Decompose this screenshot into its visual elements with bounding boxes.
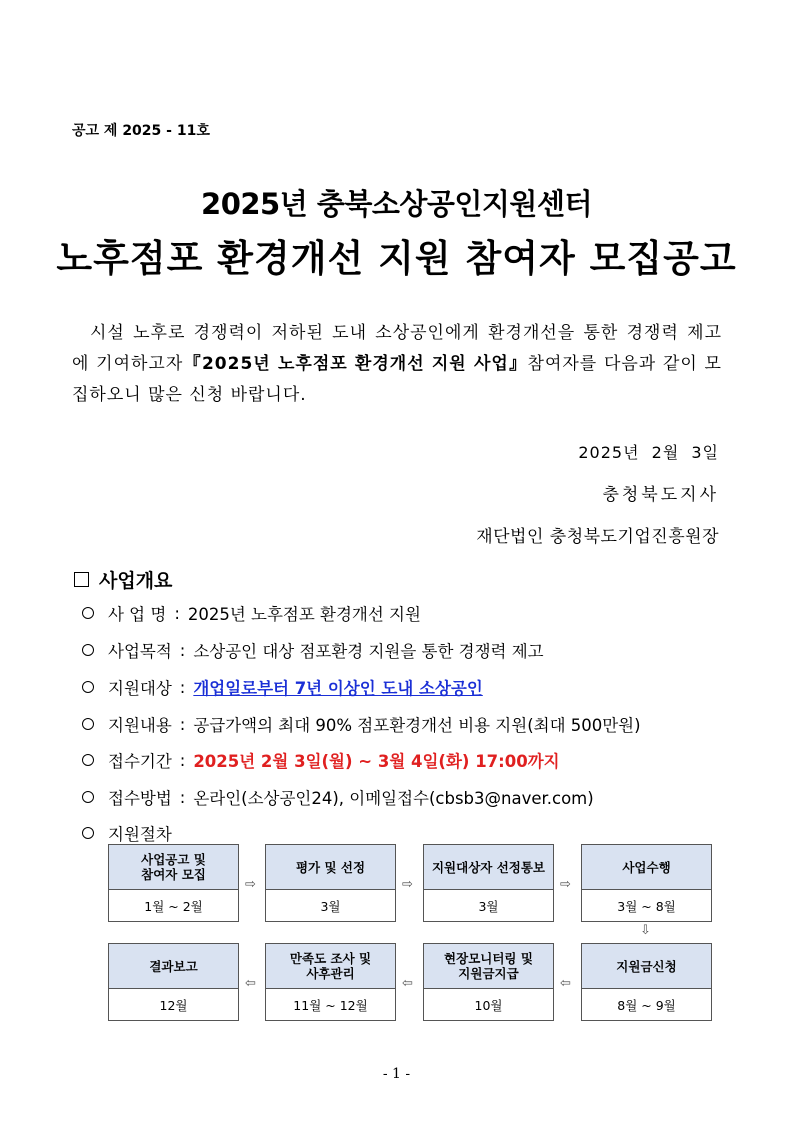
procedure-step-7 [265,943,396,1021]
step-period: 8월 ~ 9월 [617,997,676,1013]
intro-paragraph [72,318,722,411]
item-purpose: 사업목적 : 소상공인 대상 점포환경 지원을 통한 경쟁력 제고 [82,638,544,662]
item-value: 개업일로부터 7년 이상인 도내 소상공인 [193,679,483,698]
item-target: 지원대상 : 개업일로부터 7년 이상인 도내 소상공인 [82,675,483,699]
intro-project-name: 『2025년 노후점포 환경개선 지원 사업』 [183,354,528,374]
step-title: 지원금신청 [582,944,711,989]
step-title: 평가 및 선정 [266,845,395,890]
title-line-2: 노후점포 환경개선 지원 참여자 모집공고 [56,237,737,280]
circle-bullet-icon [82,718,94,730]
item-procedure [82,821,172,845]
procedure-step-2 [265,844,396,922]
item-value: 온라인(소상공인24), 이메일접수(cbsb3@naver.com) [193,789,594,808]
item-label: 지원내용 [108,716,172,735]
item-label: 접수기간 [108,752,172,771]
title-line-1: 2025년 충북소상공인지원센터 [201,187,592,221]
page-number: - 1 - [382,1066,411,1082]
procedure-step-3 [423,844,554,922]
arrow-down-icon: ⇩ [640,923,651,938]
section-heading [74,566,172,593]
procedure-step-5 [581,943,712,1021]
step-title: 사업수행 [582,845,711,890]
circle-bullet-icon [82,681,94,693]
arrow-left-icon: ⇦ [245,976,256,991]
arrow-right-icon: ⇨ [402,877,413,892]
procedure-step-8 [108,943,239,1021]
step-period: 11월 ~ 12월 [293,997,368,1013]
announcement-date: 2025년 2월 3일 [578,443,719,462]
issuer-agency: 재단법인 충청북도기업진흥원장 [476,527,719,547]
intro-text-2: 참여자를 다음과 같이 모집하오니 많은 신청 바랍니다. [72,354,722,405]
step-period: 3월 [478,898,499,914]
circle-bullet-icon [82,791,94,803]
arrow-right-icon: ⇨ [245,877,256,892]
item-application-period: 접수기간 : 2025년 2월 3일(월) ~ 3월 4일(화) 17:00까지 [82,748,560,772]
item-label: 지원대상 [108,679,172,698]
procedure-step-6 [423,943,554,1021]
item-label: 접수방법 [108,789,172,808]
procedure-step-4 [581,844,712,922]
item-value: 2025년 2월 3일(월) ~ 3월 4일(화) 17:00까지 [193,752,560,771]
step-period: 1월 ~ 2월 [144,898,203,914]
item-value: 소상공인 대상 점포환경 지원을 통한 경쟁력 제고 [193,642,544,661]
circle-bullet-icon [82,644,94,656]
step-period: 12월 [159,997,188,1013]
item-support-content: 지원내용 : 공급가액의 최대 90% 점포환경개선 비용 지원(최대 500만원) [82,712,641,736]
step-title: 현장모니터링 및 지원금지급 [424,944,553,989]
step-title: 결과보고 [109,944,238,989]
square-bullet-icon [74,572,89,587]
item-label: 지원절차 [108,825,172,844]
procedure-step-1 [108,844,239,922]
item-value: 2025년 노후점포 환경개선 지원 [187,605,421,624]
circle-bullet-icon [82,827,94,839]
step-title: 만족도 조사 및 사후관리 [266,944,395,989]
arrow-left-icon: ⇦ [402,976,413,991]
circle-bullet-icon [82,754,94,766]
step-period: 3월 [320,898,341,914]
step-title: 사업공고 및 참여자 모집 [109,845,238,890]
arrow-left-icon: ⇦ [560,976,571,991]
issuer-governor: 충청북도지사 [602,485,719,505]
item-project-name: 사 업 명 : 2025년 노후점포 환경개선 지원 [82,601,421,625]
item-application-method: 접수방법 : 온라인(소상공인24), 이메일접수(cbsb3@naver.com) [82,785,594,809]
item-value: 공급가액의 최대 90% 점포환경개선 비용 지원(최대 500만원) [193,716,641,735]
step-period: 3월 ~ 8월 [617,898,676,914]
circle-bullet-icon [82,607,94,619]
item-label: 사 업 명 [108,605,167,624]
notice-number: 공고 제 2025 - 11호 [72,123,210,139]
step-title: 지원대상자 선정통보 [424,845,553,890]
intro-text-1: 시설 노후로 경쟁력이 저하된 도내 소상공인에게 환경개선을 통한 경쟁력 제고에 기여하고자 [72,323,722,374]
arrow-right-icon: ⇨ [560,877,571,892]
step-period: 10월 [474,997,503,1013]
section-title: 사업개요 [99,570,173,592]
item-label: 사업목적 [108,642,172,661]
